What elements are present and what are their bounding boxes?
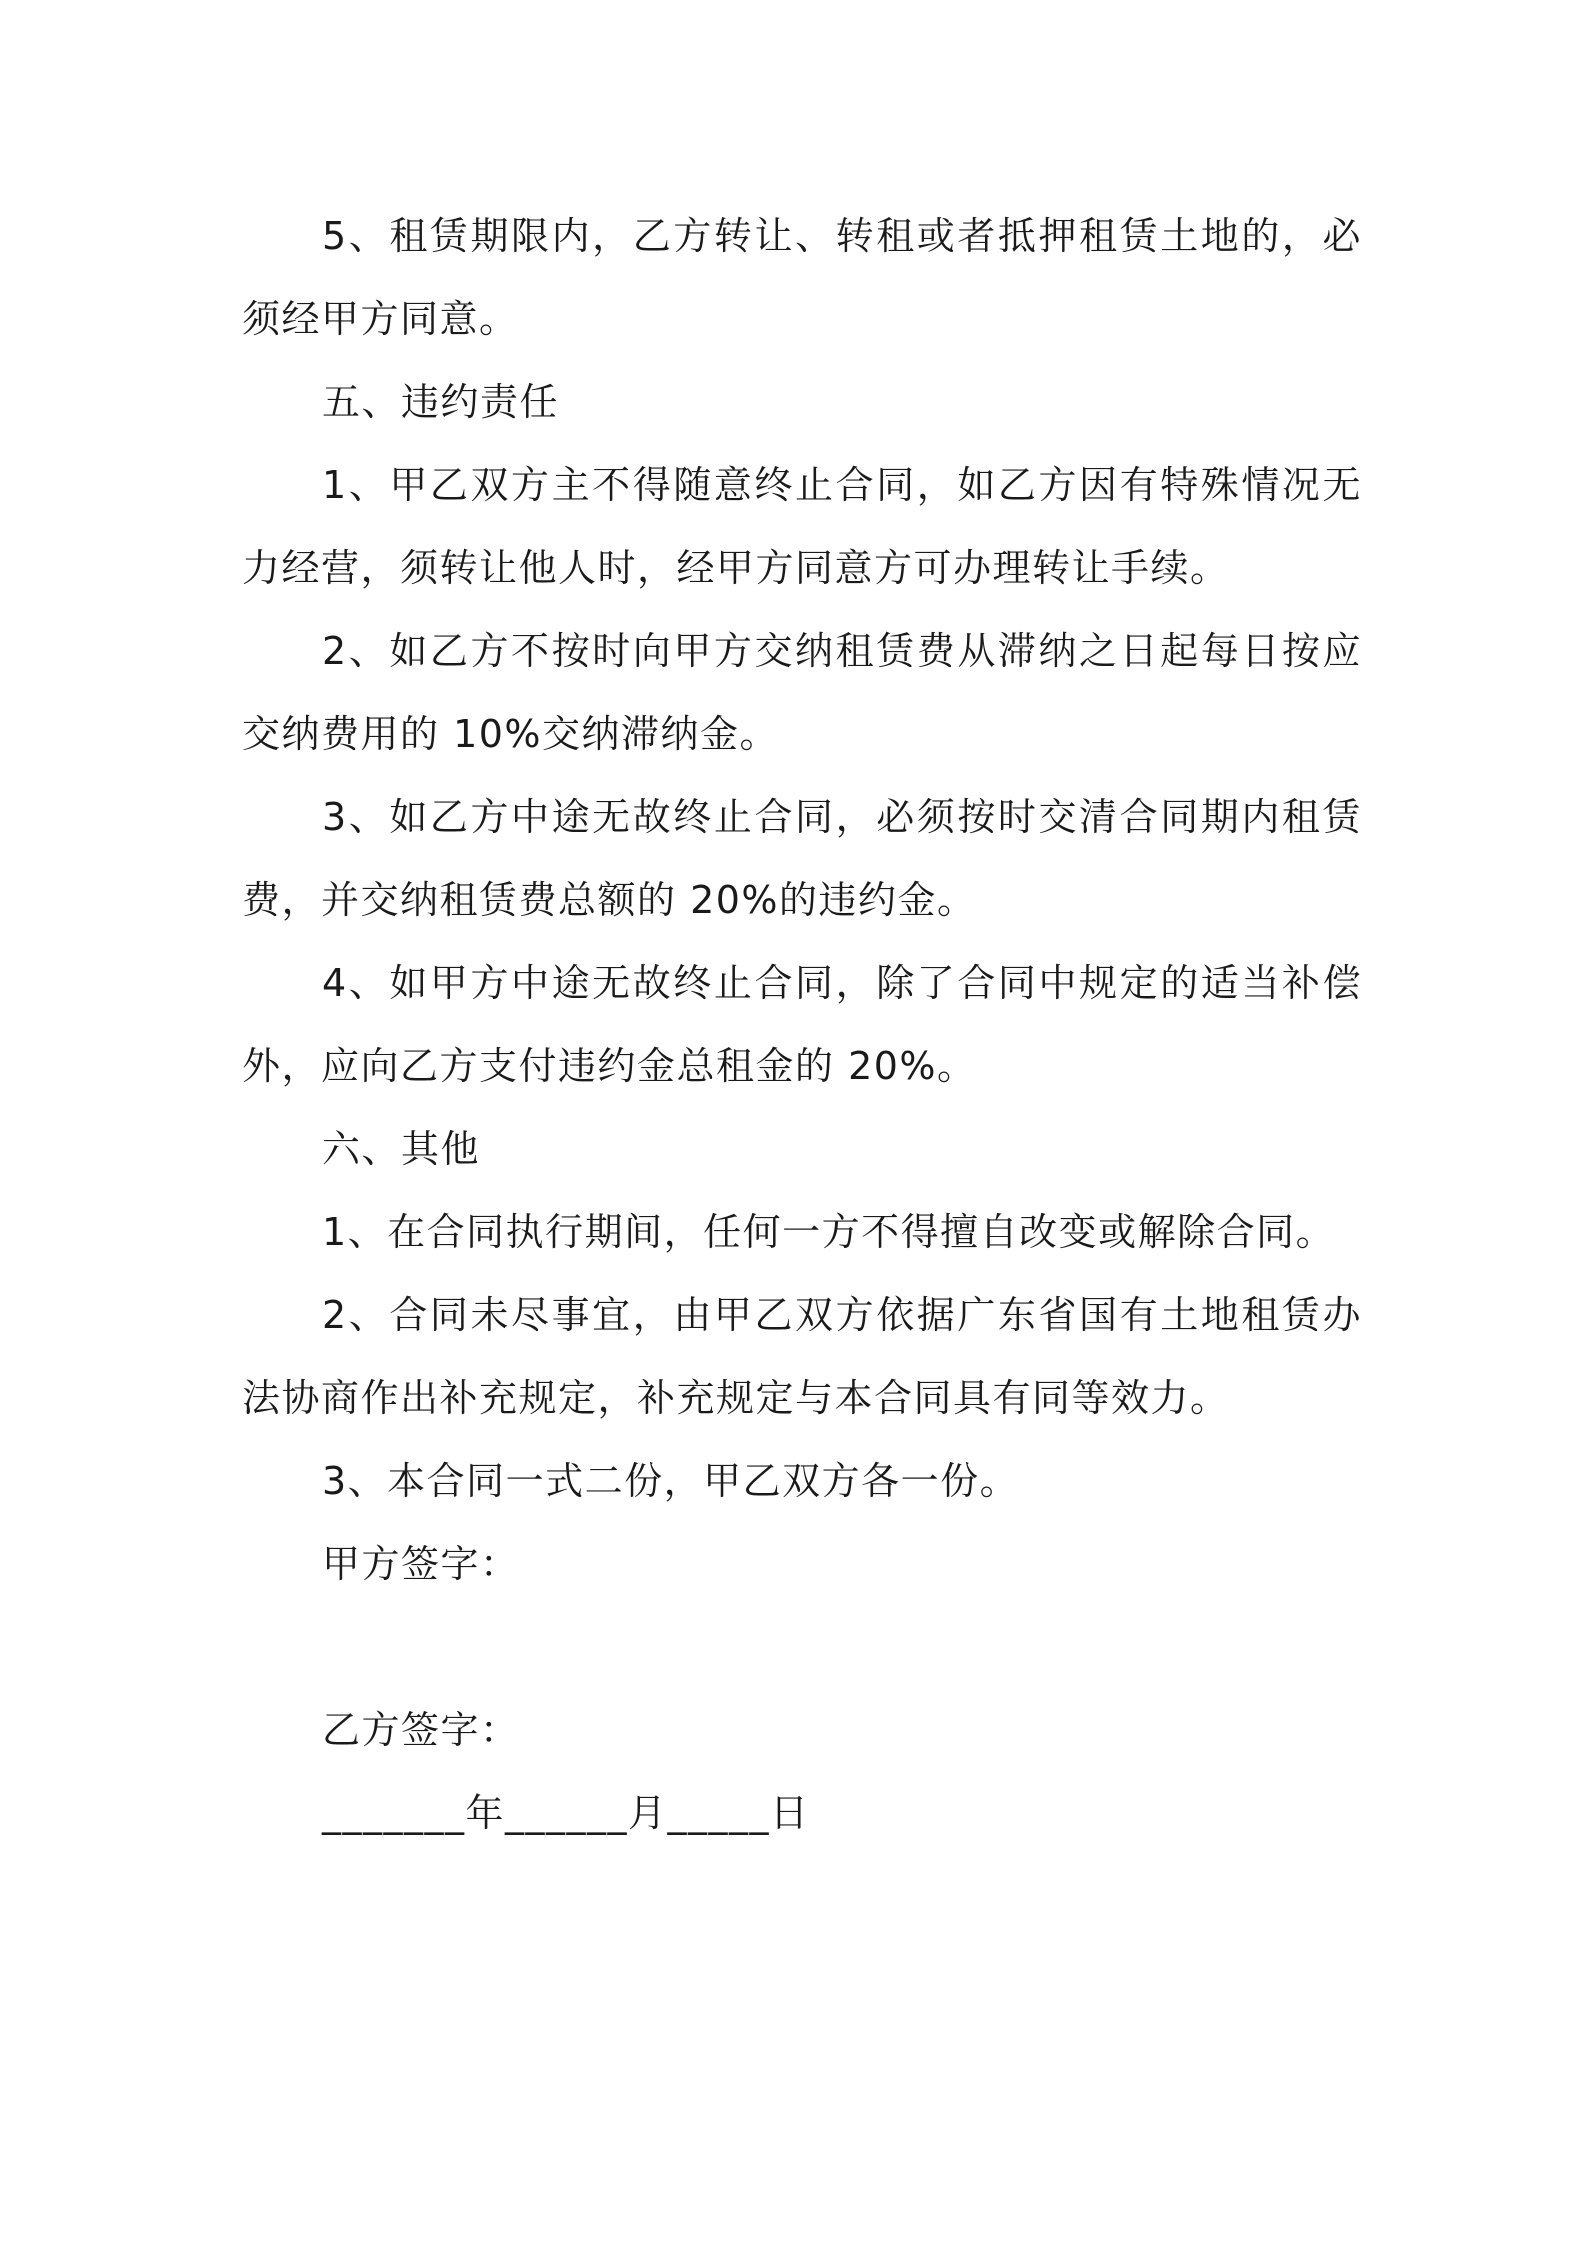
signature-date-line: _______年______月_____日 <box>322 1791 810 1835</box>
document-body <box>242 195 1362 1855</box>
breach-clause-3: 3、如乙方中途无故终止合同，必须按时交清合同期内租赁费，并交纳租赁费总额的 20%的违约金。 <box>242 795 1362 922</box>
section-heading-breach: 五、违约责任 <box>322 380 560 424</box>
other-clause-2: 2、合同未尽事宜，由甲乙双方依据广东省国有土地租赁办法协商作出补充规定，补充规定与本合同具有同等效力。 <box>242 1293 1362 1420</box>
breach-clause-1: 1、甲乙双方主不得随意终止合同，如乙方因有特殊情况无力经营，须转让他人时，经甲方同意方可办理转让手续。 <box>242 463 1362 590</box>
clause-5-transfer: 5、租赁期限内，乙方转让、转租或者抵押租赁土地的，必须经甲方同意。 <box>242 214 1362 341</box>
breach-clause-2: 2、如乙方不按时向甲方交纳租赁费从滞纳之日起每日按应交纳费用的 10%交纳滞纳金。 <box>242 629 1362 756</box>
section-heading-other: 六、其他 <box>322 1127 481 1171</box>
other-clause-1: 1、在合同执行期间，任何一方不得擅自改变或解除合同。 <box>322 1210 1336 1254</box>
breach-clause-4: 4、如甲方中途无故终止合同，除了合同中规定的适当补偿外，应向乙方支付违约金总租金的 20%。 <box>242 961 1362 1088</box>
party-a-signature-label: 甲方签字： <box>322 1542 520 1586</box>
other-clause-3: 3、本合同一式二份，甲乙双方各一份。 <box>322 1459 1020 1503</box>
party-b-signature-label: 乙方签字： <box>322 1708 520 1752</box>
